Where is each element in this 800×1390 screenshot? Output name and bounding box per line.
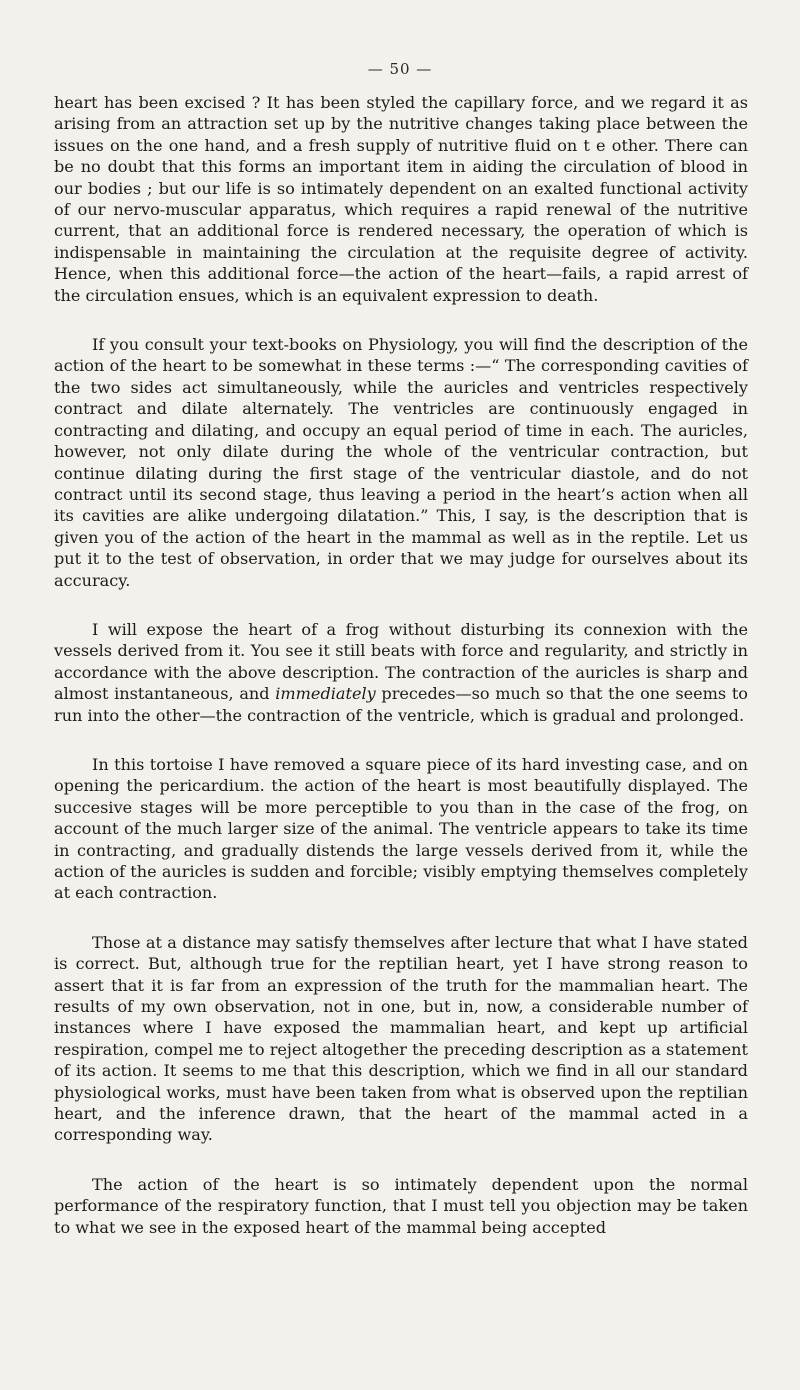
paragraph-4: In this tortoise I have removed a square piece of its hard investing case, and on opening the pericardium. the action of the heart is most beautifully displayed. The succesive stages will be more perceptible to you than in the case of the frog, on account of the much larger size of the animal. The ventricle appears to take its time in contracting, and gradually distends the large vessels derived from it, while the action of the auricles is sudden and forcible; visibly emptying themselves completely at each contraction. xyxy=(54,754,748,903)
paragraph-1: heart has been excised ? It has been styled the capillary force, and we regard it as arising from an attraction set up by the nutritive changes taking place between the issues on the one hand, and a fresh supply of nutritive fluid on t e other. There can be no doubt that this forms an important item in aiding the circulation of blood in our bodies ; but our life is so intimately dependent on an exalted functional activity of our nervo-muscular apparatus, which requires a rapid renewal of the nutritive current, that an additional force is rendered necessary, the operation of which is indispensable in maintaining the circulation at the requisite degree of activity. Hence, when this additional force—the action of the heart—fails, a rapid arrest of the circulation ensues, which is an equivalent expression to death. xyxy=(54,93,748,305)
paragraph-gap xyxy=(54,726,748,754)
paragraph-gap xyxy=(54,591,748,619)
page-number: — 50 — xyxy=(367,60,433,78)
paragraph-gap xyxy=(54,1146,748,1174)
paragraph-gap xyxy=(54,904,748,932)
paragraph-3-text-b: precedes—so much so that the one seems to run into the other—the contraction of the ventricle, which is gradual and prolonged. xyxy=(54,684,748,725)
paragraph-3 xyxy=(54,619,748,726)
paragraph-3-italic-word: immediately xyxy=(275,684,376,704)
paragraph-5: Those at a distance may satisfy themselves after lecture that what I have stated is correct. But, although true for the reptilian heart, yet I have strong reason to assert that it is far from an expression of the truth for the mammalian heart. The results of my own observation, not in one, but in, now, a considerable number of instances where I have exposed the mammalian heart, and kept up artificial respiration, compel me to reject altogether the preceding description as a statement of its action. It seems to me that this description, which we find in all our standard physiological works, must have been taken from what is observed upon the reptilian heart, and the inference drawn, that the heart of the mammal acted in a corresponding way. xyxy=(54,932,748,1145)
paragraph-gap xyxy=(54,306,748,334)
paragraph-6: The action of the heart is so intimately dependent upon the normal performance of the respiratory function, that I must tell you objection may be taken to what we see in the exposed heart of the mammal being accepted xyxy=(54,1174,748,1237)
paragraph-2: If you consult your text-books on Physiology, you will find the description of the action of the heart to be somewhat in these terms :—“ The corresponding cavities of the two sides act simultaneously, while the auricles and ventricles respectively contract and dilate alternately. The ventricles are continuously engaged in contracting and dilating, and occupy an equal period of time in each. The auricles, however, not only dilate during the whole of the ventricular contraction, but continue dilating during the first stage of the ventricular diastole, and do not contract until its second stage, thus leaving a period in the heart’s action when all its cavities are alike undergoing dilatation.” This, I say, is the description that is given you of the action of the heart in the mammal as well as in the reptile. Let us put it to the test of observation, in order that we may judge for ourselves about its accuracy. xyxy=(54,335,748,590)
paragraph-3-text-a: I will expose the heart of a frog without disturbing its connexion with the vessels derived from it. You see it still beats with force and regularity, and strictly in accordance with the above description. The contraction of the auricles is sharp and almost instantaneous, and xyxy=(54,619,748,704)
